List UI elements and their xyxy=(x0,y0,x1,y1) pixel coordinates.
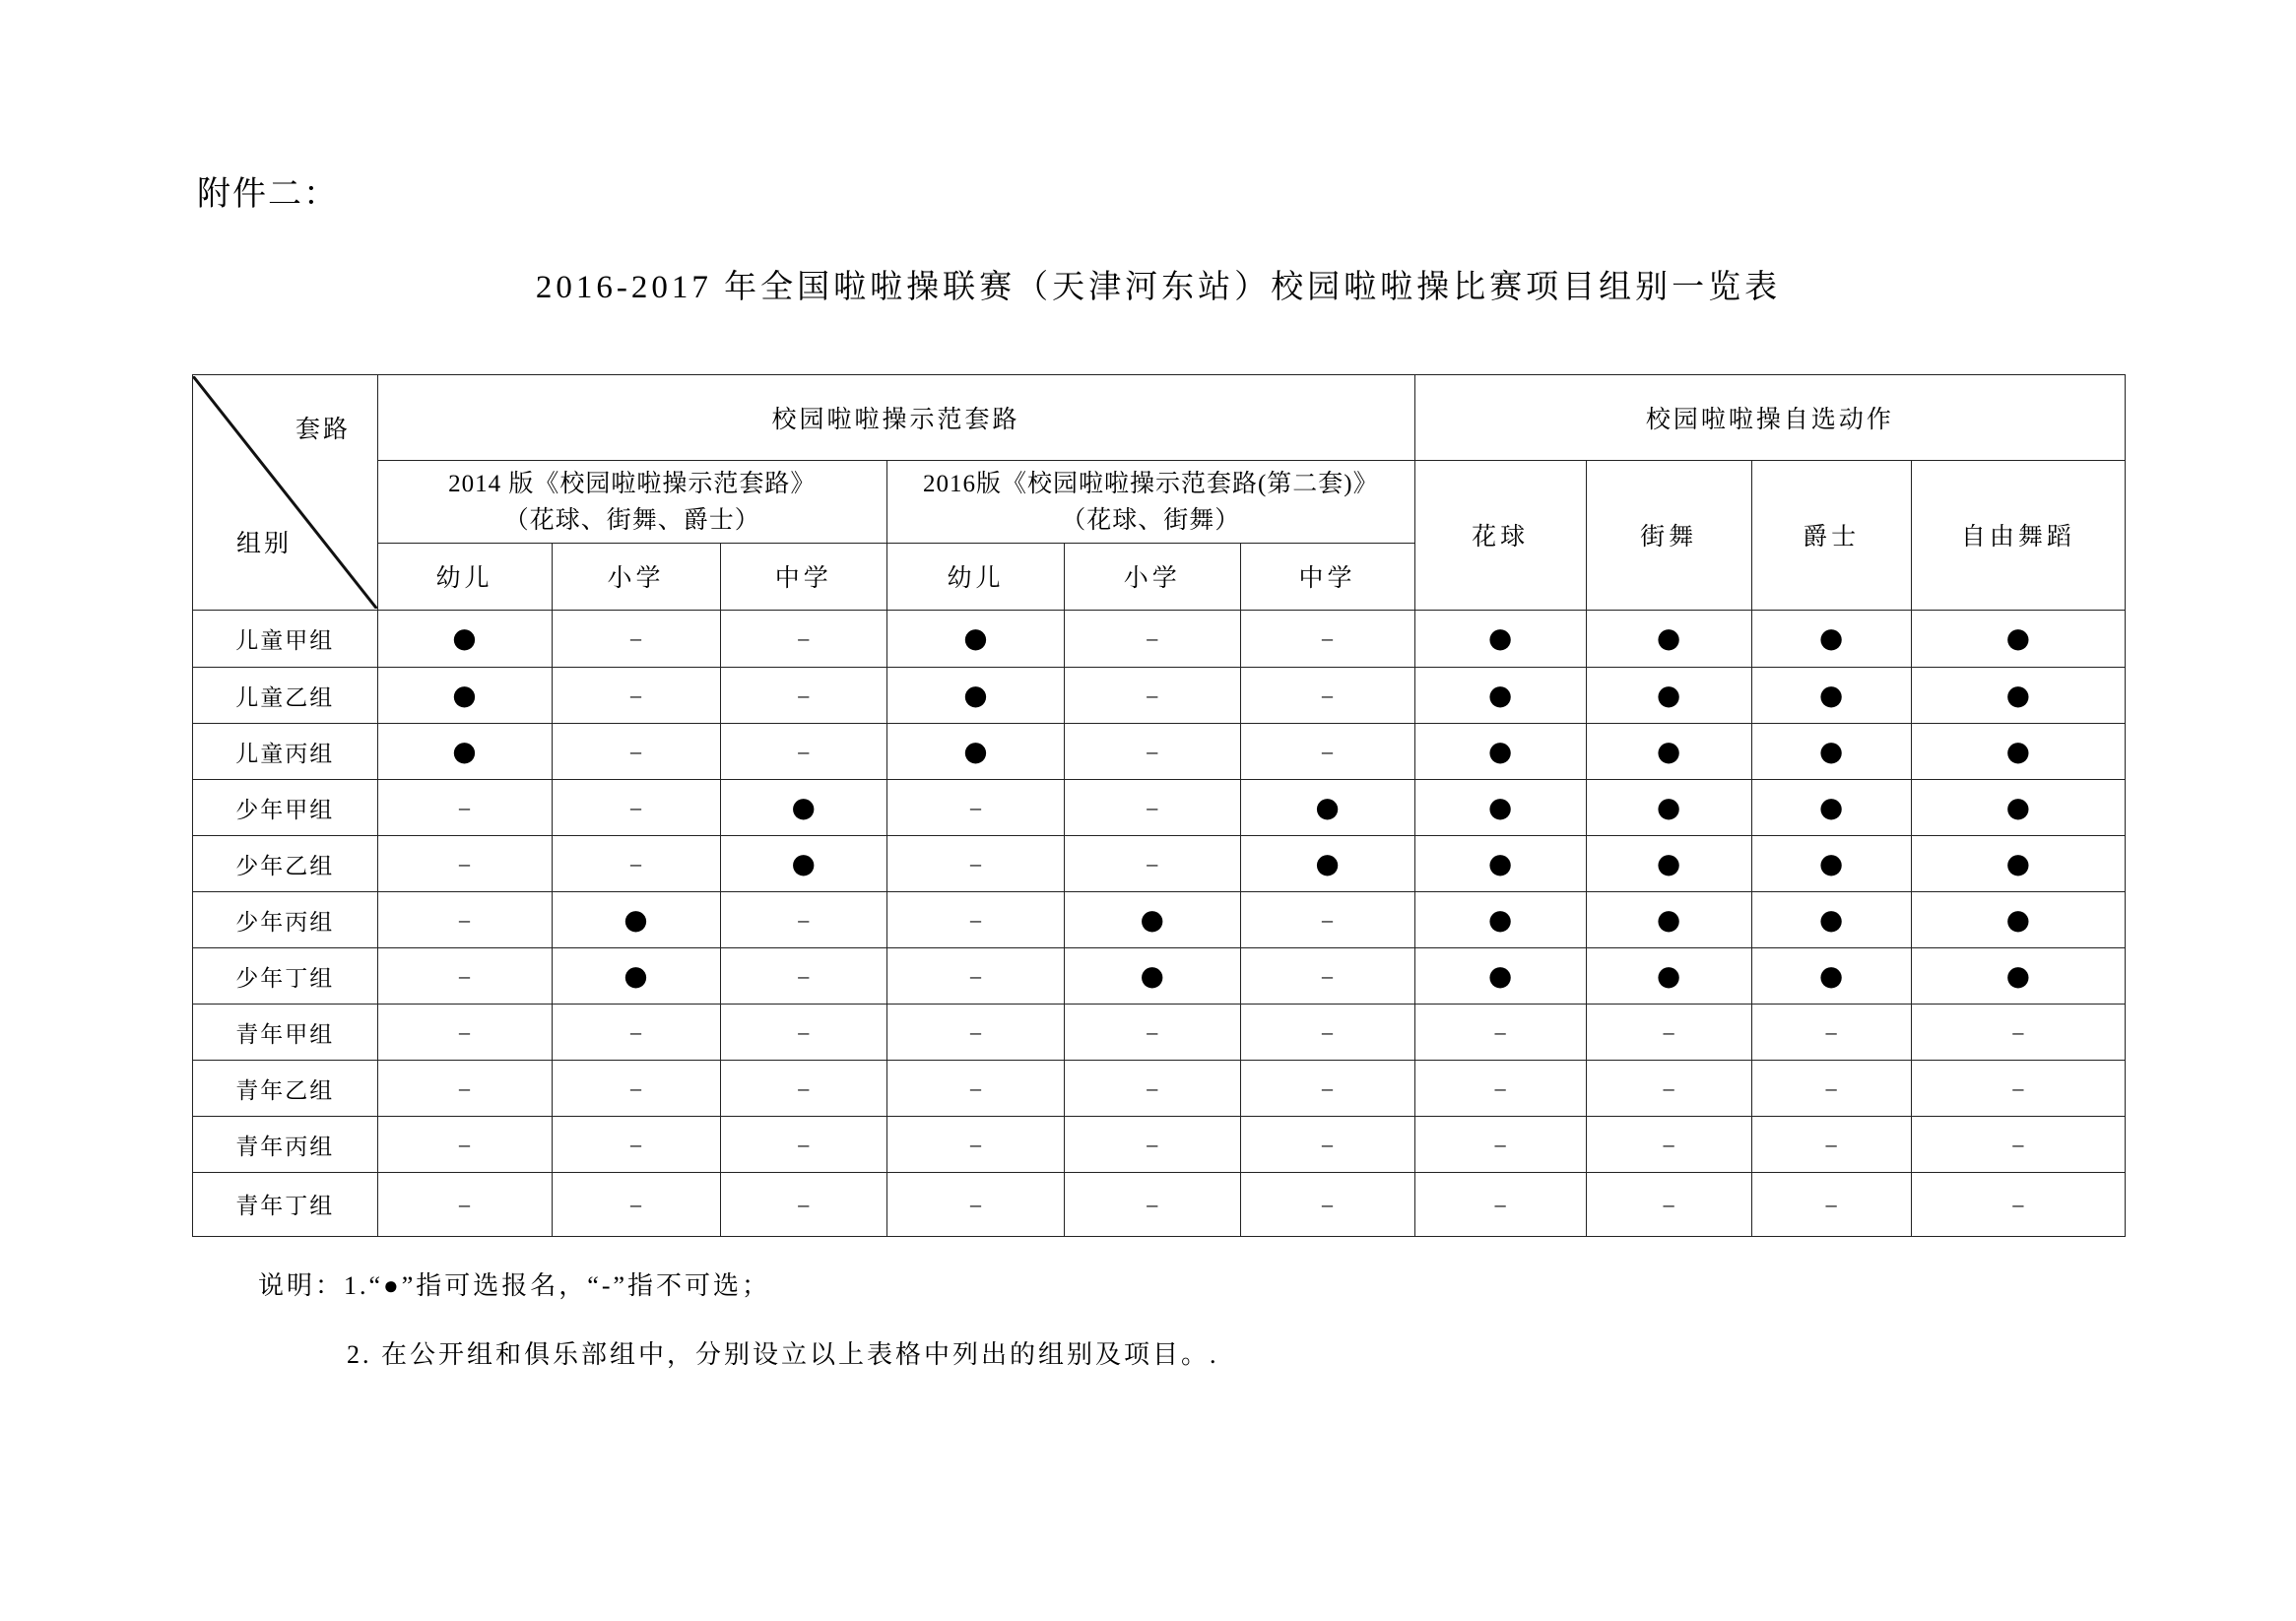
table-row xyxy=(193,610,2126,668)
selectable-mark: ● xyxy=(1586,836,1751,892)
row-group-label: 少年甲组 xyxy=(193,780,378,836)
table-row xyxy=(193,1005,2126,1061)
not-selectable-mark: – xyxy=(552,1117,720,1173)
selectable-mark: ● xyxy=(1911,780,2126,836)
version-2016-styles: （花球、街舞） xyxy=(1061,506,1241,534)
selectable-mark: ● xyxy=(1414,668,1586,724)
not-selectable-mark: – xyxy=(1065,1117,1241,1173)
not-selectable-mark: – xyxy=(1065,610,1241,668)
header-version-2016 xyxy=(887,461,1415,544)
not-selectable-mark: – xyxy=(377,836,552,892)
selectable-mark: ● xyxy=(1911,836,2126,892)
table-row xyxy=(193,836,2126,892)
not-selectable-mark: – xyxy=(720,1061,887,1117)
table-row xyxy=(193,1117,2126,1173)
not-selectable-mark: – xyxy=(1911,1005,2126,1061)
not-selectable-mark: – xyxy=(720,1173,887,1237)
selectable-mark: ● xyxy=(1065,948,1241,1005)
version-2014-title: 2014 版《校园啦啦操示范套路》 xyxy=(448,470,817,497)
row-group-label: 青年丙组 xyxy=(193,1117,378,1173)
selectable-mark: ● xyxy=(1065,892,1241,948)
not-selectable-mark: – xyxy=(1240,1005,1414,1061)
not-selectable-mark: – xyxy=(377,1173,552,1237)
not-selectable-mark: – xyxy=(887,1173,1065,1237)
selectable-mark: ● xyxy=(1586,610,1751,668)
not-selectable-mark: – xyxy=(1751,1005,1911,1061)
not-selectable-mark: – xyxy=(1911,1173,2126,1237)
selectable-mark: ● xyxy=(1751,892,1911,948)
not-selectable-mark: – xyxy=(1065,836,1241,892)
not-selectable-mark: – xyxy=(887,1005,1065,1061)
selectable-mark: ● xyxy=(887,668,1065,724)
not-selectable-mark: – xyxy=(1911,1117,2126,1173)
header-level-secondary: 中学 xyxy=(720,544,887,611)
not-selectable-mark: – xyxy=(1751,1061,1911,1117)
selectable-mark: ● xyxy=(1911,724,2126,780)
selectable-mark: ● xyxy=(1240,780,1414,836)
not-selectable-mark: – xyxy=(1065,668,1241,724)
header-demo-routines: 校园啦啦操示范套路 xyxy=(377,375,1414,461)
selectable-mark: ● xyxy=(1751,610,1911,668)
selectable-mark: ● xyxy=(1751,948,1911,1005)
selectable-mark: ● xyxy=(1414,780,1586,836)
selectable-mark: ● xyxy=(1911,668,2126,724)
selectable-mark: ● xyxy=(1586,892,1751,948)
selectable-mark: ● xyxy=(1751,836,1911,892)
header-level-primary: 小学 xyxy=(552,544,720,611)
row-group-label: 儿童乙组 xyxy=(193,668,378,724)
document-title: 2016-2017 年全国啦啦操联赛（天津河东站）校园啦啦操比赛项目组别一览表 xyxy=(535,270,1782,305)
selectable-mark: ● xyxy=(1911,892,2126,948)
selectable-mark: ● xyxy=(1911,610,2126,668)
not-selectable-mark: – xyxy=(720,948,887,1005)
selectable-mark: ● xyxy=(1586,948,1751,1005)
not-selectable-mark: – xyxy=(377,780,552,836)
selectable-mark: ● xyxy=(1414,836,1586,892)
selectable-mark: ● xyxy=(1414,892,1586,948)
not-selectable-mark: – xyxy=(1414,1005,1586,1061)
not-selectable-mark: – xyxy=(1065,1173,1241,1237)
selectable-mark: ● xyxy=(1751,724,1911,780)
not-selectable-mark: – xyxy=(377,1005,552,1061)
table-row xyxy=(193,892,2126,948)
selectable-mark: ● xyxy=(1414,724,1586,780)
not-selectable-mark: – xyxy=(887,1117,1065,1173)
not-selectable-mark: – xyxy=(1240,892,1414,948)
header-level-kindergarten: 幼儿 xyxy=(377,544,552,611)
row-group-label: 青年乙组 xyxy=(193,1061,378,1117)
selectable-mark: ● xyxy=(1240,836,1414,892)
not-selectable-mark: – xyxy=(1065,724,1241,780)
not-selectable-mark: – xyxy=(720,668,887,724)
selectable-mark: ● xyxy=(377,724,552,780)
header-version-2014 xyxy=(377,461,887,544)
selectable-mark: ● xyxy=(1751,780,1911,836)
not-selectable-mark: – xyxy=(720,610,887,668)
not-selectable-mark: – xyxy=(720,1005,887,1061)
diagonal-divider xyxy=(193,376,377,609)
header-row-versions xyxy=(193,461,2126,544)
header-jazz: 爵士 xyxy=(1751,461,1911,611)
not-selectable-mark: – xyxy=(887,892,1065,948)
not-selectable-mark: – xyxy=(552,1005,720,1061)
row-group-label: 青年丁组 xyxy=(193,1173,378,1237)
not-selectable-mark: – xyxy=(552,610,720,668)
not-selectable-mark: – xyxy=(1586,1061,1751,1117)
header-level-primary: 小学 xyxy=(1065,544,1241,611)
note-line-1: 说明：1.“●”指可选报名，“-”指不可选； xyxy=(258,1271,771,1300)
not-selectable-mark: – xyxy=(1414,1173,1586,1237)
not-selectable-mark: – xyxy=(1240,668,1414,724)
header-pom: 花球 xyxy=(1414,461,1586,611)
not-selectable-mark: – xyxy=(1240,724,1414,780)
selectable-mark: ● xyxy=(377,668,552,724)
header-freestyle-dance: 自由舞蹈 xyxy=(1911,461,2126,611)
not-selectable-mark: – xyxy=(1414,1061,1586,1117)
not-selectable-mark: – xyxy=(552,780,720,836)
not-selectable-mark: – xyxy=(1586,1173,1751,1237)
row-group-label: 少年丁组 xyxy=(193,948,378,1005)
not-selectable-mark: – xyxy=(887,1061,1065,1117)
selectable-mark: ● xyxy=(552,892,720,948)
not-selectable-mark: – xyxy=(720,892,887,948)
row-group-label: 青年甲组 xyxy=(193,1005,378,1061)
header-level-kindergarten: 幼儿 xyxy=(887,544,1065,611)
not-selectable-mark: – xyxy=(552,668,720,724)
selectable-mark: ● xyxy=(887,610,1065,668)
selectable-mark: ● xyxy=(1414,948,1586,1005)
not-selectable-mark: – xyxy=(720,724,887,780)
not-selectable-mark: – xyxy=(1586,1005,1751,1061)
not-selectable-mark: – xyxy=(377,1117,552,1173)
selectable-mark: ● xyxy=(887,724,1065,780)
not-selectable-mark: – xyxy=(720,1117,887,1173)
selectable-mark: ● xyxy=(720,836,887,892)
version-2016-title: 2016版《校园啦啦操示范套路(第二套)》 xyxy=(922,470,1379,497)
corner-label-routine: 套路 xyxy=(295,416,352,443)
corner-box xyxy=(193,376,377,609)
row-group-label: 少年丙组 xyxy=(193,892,378,948)
not-selectable-mark: – xyxy=(552,1173,720,1237)
not-selectable-mark: – xyxy=(1240,1061,1414,1117)
selectable-mark: ● xyxy=(1586,724,1751,780)
table-row xyxy=(193,1061,2126,1117)
not-selectable-mark: – xyxy=(1751,1173,1911,1237)
not-selectable-mark: – xyxy=(1586,1117,1751,1173)
selectable-mark: ● xyxy=(552,948,720,1005)
selectable-mark: ● xyxy=(1586,780,1751,836)
not-selectable-mark: – xyxy=(1751,1117,1911,1173)
selectable-mark: ● xyxy=(720,780,887,836)
not-selectable-mark: – xyxy=(1240,1173,1414,1237)
not-selectable-mark: – xyxy=(1240,610,1414,668)
version-2014-styles: （花球、街舞、爵士） xyxy=(503,506,760,534)
header-optional-routines: 校园啦啦操自选动作 xyxy=(1414,375,2126,461)
selectable-mark: ● xyxy=(1911,948,2126,1005)
note-line-2: 2. 在公开组和俱乐部组中，分别设立以上表格中列出的组别及项目。. xyxy=(347,1340,1219,1369)
table-row xyxy=(193,668,2126,724)
not-selectable-mark: – xyxy=(1065,1061,1241,1117)
not-selectable-mark: – xyxy=(1414,1117,1586,1173)
not-selectable-mark: – xyxy=(377,892,552,948)
not-selectable-mark: – xyxy=(552,724,720,780)
table-row xyxy=(193,724,2126,780)
corner-label-group: 组别 xyxy=(236,530,293,557)
selectable-mark: ● xyxy=(1414,610,1586,668)
not-selectable-mark: – xyxy=(887,948,1065,1005)
selectable-mark: ● xyxy=(377,610,552,668)
not-selectable-mark: – xyxy=(1240,1117,1414,1173)
not-selectable-mark: – xyxy=(887,836,1065,892)
header-row-groups xyxy=(193,375,2126,461)
header-hiphop: 街舞 xyxy=(1586,461,1751,611)
not-selectable-mark: – xyxy=(552,1061,720,1117)
table-row xyxy=(193,780,2126,836)
table-row xyxy=(193,948,2126,1005)
not-selectable-mark: – xyxy=(1911,1061,2126,1117)
event-category-table xyxy=(192,374,2126,1237)
attachment-label: 附件二： xyxy=(197,176,339,213)
not-selectable-mark: – xyxy=(552,836,720,892)
table-body xyxy=(193,610,2126,1236)
selectable-mark: ● xyxy=(1586,668,1751,724)
not-selectable-mark: – xyxy=(1065,780,1241,836)
row-group-label: 儿童丙组 xyxy=(193,724,378,780)
header-level-secondary: 中学 xyxy=(1240,544,1414,611)
table-row xyxy=(193,1173,2126,1237)
not-selectable-mark: – xyxy=(1240,948,1414,1005)
not-selectable-mark: – xyxy=(887,780,1065,836)
selectable-mark: ● xyxy=(1751,668,1911,724)
not-selectable-mark: – xyxy=(377,1061,552,1117)
row-group-label: 少年乙组 xyxy=(193,836,378,892)
not-selectable-mark: – xyxy=(377,948,552,1005)
corner-header-cell xyxy=(193,375,378,611)
row-group-label: 儿童甲组 xyxy=(193,610,378,668)
not-selectable-mark: – xyxy=(1065,1005,1241,1061)
